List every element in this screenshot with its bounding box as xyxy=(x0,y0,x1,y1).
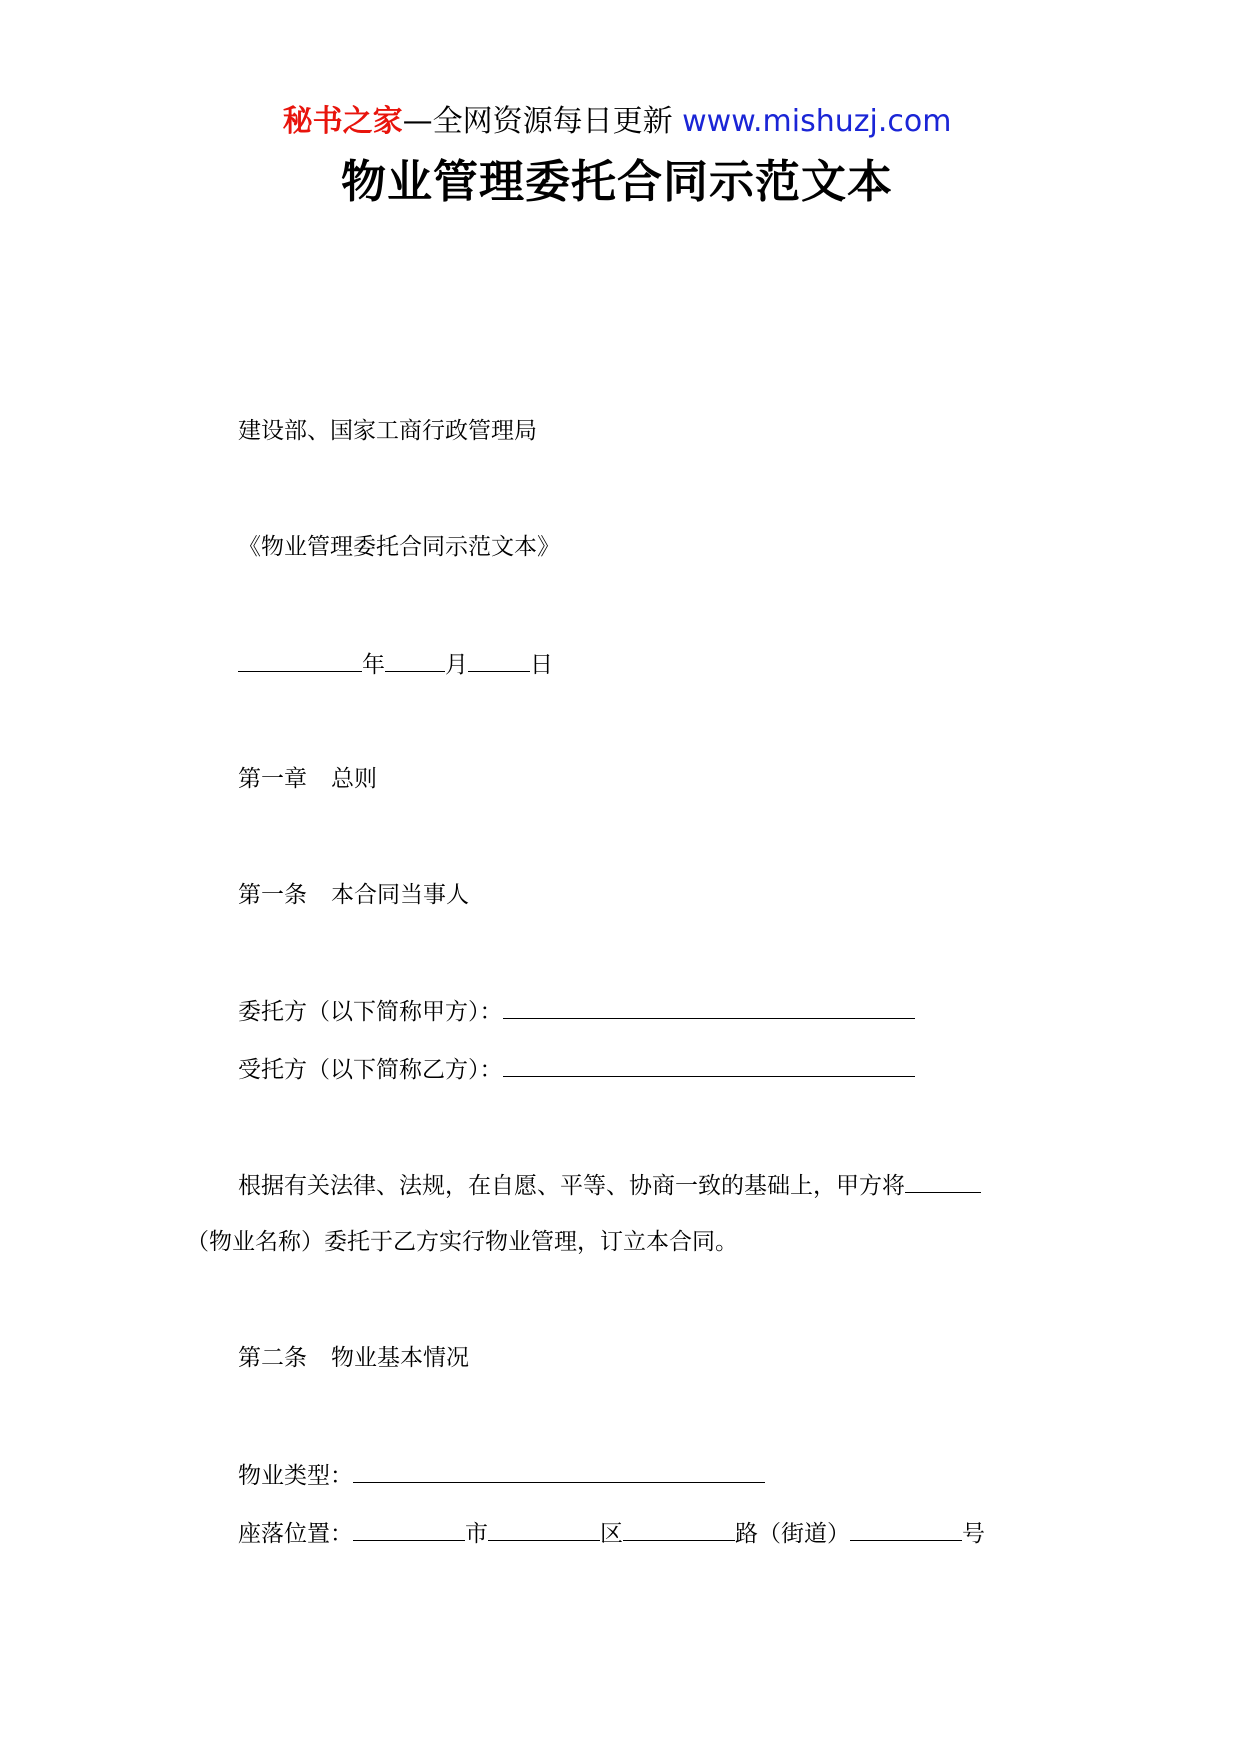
house-number-label: 号 xyxy=(962,1521,985,1547)
location-line xyxy=(238,1516,985,1550)
chapter-name: 总则 xyxy=(331,766,377,792)
date-line xyxy=(238,647,553,681)
header-slogan: —全网资源每日更新 xyxy=(402,104,673,139)
brand-name: 秘书之家 xyxy=(282,104,403,139)
issuer-line: 建设部、国家工商行政管理局 xyxy=(238,418,537,444)
location-label: 座落位置： xyxy=(238,1521,353,1547)
party-b-line xyxy=(238,1052,915,1086)
article-number: 第二条 xyxy=(238,1345,307,1371)
party-a-blank xyxy=(503,994,915,1019)
year-label: 年 xyxy=(362,652,385,678)
party-a-line xyxy=(238,994,915,1028)
intro-text-1: 根据有关法律、法规，在自愿、平等、协商一致的基础上，甲方将 xyxy=(238,1173,905,1199)
day-blank xyxy=(468,647,530,672)
property-type-label: 物业类型： xyxy=(238,1463,353,1489)
road-blank xyxy=(623,1516,735,1541)
article-name: 本合同当事人 xyxy=(331,882,469,908)
sub-title-line: 《物业管理委托合同示范文本》 xyxy=(238,534,560,560)
party-b-blank xyxy=(503,1052,915,1077)
article-2-heading xyxy=(238,1342,469,1374)
day-label: 日 xyxy=(530,652,553,678)
city-blank xyxy=(353,1516,465,1541)
property-name-blank xyxy=(905,1168,981,1193)
district-blank xyxy=(488,1516,600,1541)
article-number: 第一条 xyxy=(238,882,307,908)
month-blank xyxy=(385,647,445,672)
month-label: 月 xyxy=(445,652,468,678)
party-a-label: 委托方（以下简称甲方）： xyxy=(238,999,503,1025)
intro-line-2: （物业名称）委托于乙方实行物业管理，订立本合同。 xyxy=(186,1229,738,1255)
site-header xyxy=(0,102,1234,142)
house-number-blank xyxy=(850,1516,962,1541)
property-type-blank xyxy=(353,1458,765,1483)
article-1-heading xyxy=(238,879,469,911)
city-label: 市 xyxy=(465,1521,488,1547)
road-label: 路（街道） xyxy=(735,1521,850,1547)
chapter-1-heading xyxy=(238,763,377,795)
property-type-line xyxy=(238,1458,765,1492)
year-blank xyxy=(238,647,362,672)
site-url-link[interactable]: www.mishuzj.com xyxy=(682,104,952,139)
article-name: 物业基本情况 xyxy=(331,1345,469,1371)
intro-line-1 xyxy=(238,1168,981,1202)
chapter-number: 第一章 xyxy=(238,766,307,792)
party-b-label: 受托方（以下简称乙方）： xyxy=(238,1057,503,1083)
district-label: 区 xyxy=(600,1521,623,1547)
document-title: 物业管理委托合同示范文本 xyxy=(340,155,893,208)
